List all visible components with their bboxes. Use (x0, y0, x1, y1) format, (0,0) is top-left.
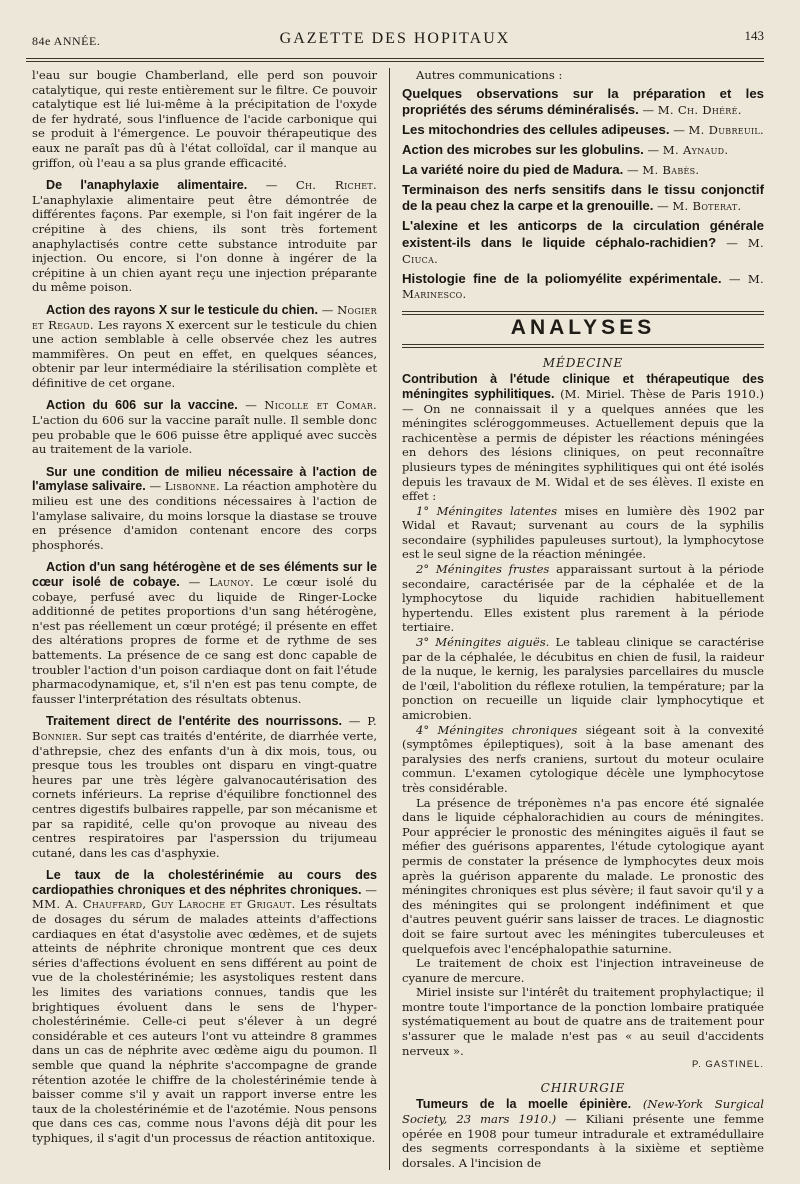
paragraph: Le traitement de choix est l'injection intraveineuse de cyanure de mercure. (402, 956, 764, 985)
article-author: Launoy. (209, 575, 254, 589)
article-cholesterinemie: Le taux de la cholestérinémie au cours des cardiopathies chroniques et des néphrites chroniques. — MM. A. Chauffard, Guy Laroche et Grigaut. Les résultats de dosages du sérum de malades atteints d'affections cardiaques en état d'asystolie avec œdèmes, et de sujets atteints de néphrite chronique montrent que ces deux séries d'affections évoluent en sens différent au point de vue de la cholestérinémie; les asystoliques restent dans les limites des variations connues, tandis que les brightiques évoluent dans le sens de l'hyper-cholestérinémie. Celle-ci peut s'élever à un degré considérable et ces auteurs l'ont vu atteindre 8 grammes dans un cas de néphrite avec œdème aigu du poumon. Il semble que quand la néphrite s'accompagne de grande rétention azotée le chiffre de la cholestérinémie tende à baisser comme s'il y avait un rapport inverse entre les taux de la cholestérinémie et de l'azotémie. Nous pensons que dans ces cas, comme nous l'avons déjà dit pour les typhiques, il s'agit d'un processus de réaction antitoxique. (32, 868, 377, 1145)
paragraph: l'eau sur bougie Chamberland, elle perd son pouvoir catalytique, qui reste entièrement sur le filtre. Ce pouvoir catalytique est lié lui-même à la précipitation de l'oxyde de fer hydraté, sous l'influence de l'acide carbonique qui se produit à l'émergence. Le pouvoir thérapeutique des eaux ne paraît pas dû à l'état colloïdal, car il manque au griffon, où l'eau a sa plus grande efficacité. (32, 68, 377, 170)
section-rule (402, 311, 764, 315)
analysis-body: — Kiliani présente une femme opérée en 1908 pour tumeur intradurale et extramédullaire des segments correspondants à la sixième et septième dorsales. A l'incision de (402, 1112, 765, 1170)
article-title: Action d'un sang hétérogène et de ses éléments sur le cœur isolé de cobaye. (32, 560, 377, 589)
article-title: Traitement direct de l'entérite des nourrissons. (46, 714, 342, 729)
article-body: Sur sept cas traités d'entérite, de diarrhée verte, d'athrepsie, chez des enfants d'un à dix mois, tous, ou presque tous les troubles ont disparu en vingt-quatre heures par une très légère galvanocautérisation des cornets inférieurs. La reprise d'équilibre fonctionnel des centres digestifs bulbaires rappelle, par son mécanisme et par sa rapidité, celle qu'on provoque au niveau des centres respiratoires par l'asperssion du trijumeau cutané, dans les cas d'asphyxie. (32, 728, 377, 860)
item-label: 1° Méningites latentes (416, 503, 558, 518)
article-author: Lisbonne. (164, 479, 221, 494)
communication-author: M. Boterat. (672, 199, 742, 214)
communication-title: Les mitochondries des cellules adipeuses. (402, 122, 670, 138)
item-label: 2° Méningites frustes (416, 562, 550, 577)
analysis-reference: (M. Miriel. Thèse de Paris 1910.) (560, 386, 764, 401)
communication-item: Terminaison des nerfs sensitifs dans le tissu conjonctif de la peau chez la carpe et la grenouille. — M. Boterat. (402, 181, 764, 214)
communication-item: Les mitochondries des cellules adipeuses. — M. Dubreuil. (402, 122, 765, 138)
paragraph: Miriel insiste sur l'intérêt du traitement prophylactique; il montre toute l'importance de la ponction lombaire pratiquée systématiquement au bout de quatre ans de traitement pour s'assurer que le malade n'est pas « au seuil d'accidents nerveux ». (402, 985, 764, 1058)
item-body: mises en lumière dès 1902 par Widal et Ravaut; survenant au cours de la syphilis secondaire (syphilides papuleuses surtout), la lymphocytose est le seul signe de la réaction méningée. (402, 503, 764, 562)
article-title: Le taux de la cholestérinémie au cours des cardiopathies chroniques et des néphrites chroniques. (32, 868, 377, 897)
article-title: De l'anaphylaxie alimentaire. (46, 178, 248, 193)
list-item (402, 723, 764, 796)
communications-list (402, 86, 764, 304)
signature: P. GASTINEL. (691, 1059, 764, 1071)
item-label: 4° Méningites chroniques (416, 722, 578, 737)
article-amylase: Sur une condition de milieu nécessaire à l'action de l'amylase salivaire. — Lisbonne. La réaction amphotère du milieu est une des conditions nécessaires à l'action de l'amylase salivaire, du moins lorsque la diastase se trouve en présence d'amidon contenant encore des corps phosphorés. (32, 464, 377, 552)
article-body: La réaction amphotère du milieu est une des conditions nécessaires à l'action de l'amylase salivaire, du moins lorsque la diastase se trouve en présence d'amidon contenant encore des corps phosphorés. (32, 479, 377, 552)
communication-author: M. Babès. (642, 162, 700, 177)
communication-title: Histologie fine de la poliomyélite expérimentale. (402, 270, 722, 286)
communication-author: M. Ciuca. (402, 235, 765, 266)
article-title: Action du 606 sur la vaccine. (46, 398, 238, 413)
communication-title: Terminaison des nerfs sensitifs dans le tissu conjonctif de la peau chez la carpe et la grenouille. (402, 181, 764, 214)
article-body: L'action du 606 sur la vaccine paraît nulle. Il semble donc peu probable que le 606 puisse être appliqué avec succès au traitement de la variole. (32, 413, 377, 457)
analysis-reference: (New-York Surgical Society, 23 mars 1910.) (402, 1097, 764, 1127)
right-column (389, 68, 764, 1170)
page-header (26, 28, 764, 50)
communication-author: M. Marinesco. (402, 271, 764, 302)
analysis-meningites (402, 372, 764, 503)
article-anaphylaxie: De l'anaphylaxie alimentaire. — Ch. Richet. L'anaphylaxie alimentaire peut être démontrée de différentes façons. Par exemple, si l'on fait ingérer de la crépitine à des chiens, ils sont très fortement anaphylactisés contre cette substance introduite par injection. Ou encore, si l'on donne à ingérer de la crépitine à un chien ayant reçu une injection préparante du même poison. (32, 178, 377, 295)
journal-title: GAZETTE DES HOPITAUX (279, 30, 511, 47)
article-body: Les résultats de dosages du sérum de malades atteints d'affections cardiaques en état d'asystolie avec œdèmes, et de sujets atteints de néphrite chronique montrent que ces deux séries d'affections évoluent en sens différent au point de vue de la cholestérinémie; les asystoliques restent dans les limites des variations connues, tandis que les brightiques évoluent dans le sens de l'hyper-cholestérinémie. Celle-ci peut s'élever à un degré considérable et ces auteurs l'ont vu atteindre 8 grammes dans un cas de néphrite avec œdème aigu du poumon. Il semble que quand la néphrite s'accompagne de grande rétention azotée le chiffre de la cholestérinémie tende à baisser comme s'il y avait un rapport inverse entre les taux de la cholestérinémie et de l'azotémie. Nous pensons que dans ces cas, comme nous l'avons déjà dit pour les typhiques, il s'agit d'un processus de réaction antitoxique. (32, 897, 377, 1145)
header-rule (26, 58, 764, 62)
analysis-title: Contribution à l'étude clinique et thérapeutique des méningites syphilitiques. (402, 372, 764, 401)
page-number: 143 (744, 28, 764, 43)
communication-title: L'alexine et les anticorps de la circulation générale existent-ils dans le liquide céphalo-rachidien? (402, 218, 764, 250)
article-606-vaccine: Action du 606 sur la vaccine. — Nicolle et Comar. L'action du 606 sur la vaccine paraît nulle. Il semble donc peu probable que le 606 puisse être appliqué avec succès au traitement de la variole. (32, 398, 378, 457)
analyses-heading: ANALYSES (510, 316, 656, 340)
left-column (26, 68, 389, 1170)
list-item (402, 635, 764, 723)
communication-item: Histologie fine de la poliomyélite expérimentale. — M. Marinesco. (402, 270, 764, 302)
article-title: Action des rayons X sur le testicule du chien. (46, 302, 318, 317)
communication-title: Action des microbes sur les globulins. (402, 141, 644, 157)
article-sang-heterogene: Action d'un sang hétérogène et de ses éléments sur le cœur isolé de cobaye. — Launoy. Le cœur isolé du cobaye, perfusé avec du liquide de Ringer-Locke additionné de petites proportions d'un sang hétérogène, n'est pas réellement un cœur protégé; il présente en effet des altérations propres de forme et de rythme de ses battements. La présence de ce sang est donc capable de troubler l'action d'un poison cardiaque dont on fait l'étude pharmacodynamique, et, s'il n'en est pas tenu compte, de fausser l'interprétation des résultats obtenus. (32, 560, 378, 706)
communication-title: La variété noire du pied de Madura. (402, 161, 624, 177)
communication-title: Quelques observations sur la préparation et les propriétés des sérums déminéralisés. (402, 85, 764, 118)
article-author: Ch. Richet. (295, 178, 377, 193)
article-body: Le cœur isolé du cobaye, perfusé avec du liquide de Ringer-Locke additionné de petites proportions d'un sang hétérogène, n'est pas réellement un cœur protégé; il présente en effet des altérations propres de forme et de rythme de ses battements. La présence de ce sang est donc capable de troubler l'action d'un poison cardiaque dont on fait l'étude pharmacodynamique, et, s'il n'en est pas tenu compte, de fausser l'interprétation des résultats obtenus. (32, 575, 378, 706)
section-chirurgie: CHIRURGIE (540, 1080, 626, 1095)
section-medecine: MÉDECINE (542, 355, 624, 370)
article-body: L'anaphylaxie alimentaire peut être démontrée de différentes façons. Par exemple, si l'on fait ingérer de la crépitine à des chiens, ils sont très fortement anaphylactisés contre cette substance introduite par injection. Ou encore, si l'on donne à ingérer de la crépitine à un chien ayant reçu une injection préparante du même poison. (32, 192, 377, 295)
communication-item: La variété noire du pied de Madura. — M. Babès. (402, 161, 700, 177)
analysis-body: — On ne connaissait il y a quelques années que les méningites scléroggommeuses. Actuellement depuis que la rachicentèse a permis de dépister les réactions méningées en dehors des lésions cliniques, on peut reconnaître plusieurs types de méningites syphilitiques qui ont été isolés depuis les travaux de M. Widal et de ses élèves. Il existe en effet : (402, 401, 764, 504)
article-enterite: Traitement direct de l'entérite des nourrissons. — P. Bonnier. Sur sept cas traités d'entérite, de diarrhée verte, d'athrepsie, chez des enfants d'un à dix mois, tous, ou presque tous les troubles ont disparu en vingt-quatre heures par une très légère galvanocautérisation des cornets inférieurs. La reprise d'équilibre fonctionnel des centres digestifs bulbaires rappelle, par son mécanisme et par sa rapidité, celle qu'on provoque au niveau des centres respiratoires par l'asperssion du trijumeau cutané, dans les cas d'asphyxie. (32, 714, 377, 860)
communication-author: M. Aynaud. (662, 142, 729, 157)
communication-author: M. Ch. Dhéré. (657, 103, 742, 118)
article-author: P. Bonnier. (32, 714, 377, 743)
article-author: Nicolle et Comar. (264, 398, 378, 413)
item-label: 3° Méningites aiguës. (416, 635, 550, 650)
list-item (402, 504, 764, 562)
issue-label: 84e ANNÉE. (32, 34, 101, 48)
communication-item: L'alexine et les anticorps de la circulation générale existent-ils dans le liquide céphalo-rachidien? — M. Ciuca. (402, 218, 765, 266)
article-author: Nogier et Regaud. (32, 302, 377, 332)
article-rayons-x: Action des rayons X sur le testicule du chien. — Nogier et Regaud. Les rayons X exercent sur le testicule du chien une action semblable à celle observée chez les autres mammifères. On peut en effet, en quelques séances, obtenir par leur intermédiaire la stérilisation complète et définitive de cet organe. (32, 302, 377, 390)
analysis-moelle (402, 1097, 764, 1170)
item-body: apparaissant surtout à la période secondaire, caractérisée par de la céphalée et de la lymphocytose du liquide rachidien habituellement hypertendu. Elles existent plus rarement à la période tertiaire. (402, 562, 765, 635)
section-rule (402, 344, 764, 348)
paragraph: La présence de tréponèmes n'a pas encore été signalée dans le liquide céphalorachidien au cours de méningites. Pour apprécier le pronostic des méningites aiguës il faut se méfier des guérisons apparentes, l'étude cytologique ayant permis de constater la présence de lymphocytes deux mois après la guérison apparente du malade. Le pronostic des méningites chroniques est plus sévère; il faut savoir qu'il y a des méningites qui se prolongent indéfiniment et que d'autres peuvent guérir sans laisser de traces. Le diagnostic doit se faire surtout avec les méningites tuberculeuses et quelquefois avec l'encéphalopathie saturnine. (402, 795, 764, 956)
article-author: MM. A. Chauffard, Guy Laroche et Grigaut. (32, 897, 296, 912)
item-body: Le tableau clinique se caractérise par de la céphalée, le décubitus en chien de fusil, la raideur de la nuque, le kernig, les paralysies parcellaires du muscle de l'œil, l'abolition du réflexe rotulien, la température; par la ponction on recueille un liquide clair lymphocytique et amicrobien. (402, 635, 764, 722)
article-title: Sur une condition de milieu nécessaire à l'action de l'amylase salivaire. (32, 464, 377, 494)
communication-item: Quelques observations sur la préparation et les propriétés des sérums déminéralisés. — M. Ch. Dhéré. (402, 85, 764, 118)
item-body: siégeant soit à la convexité (symptômes épileptiques), soit à la base amenant des paralysies des nerfs craniens, surtout du moteur oculaire commun. L'examen cytologique décèle une lymphocytose très considérable. (402, 722, 765, 795)
two-column-body (26, 68, 764, 1170)
communication-item: Action des microbes sur les globulins. — M. Aynaud. (402, 141, 729, 157)
list-item (402, 562, 764, 635)
communication-author: M. Dubreuil. (688, 123, 765, 138)
article-body: Les rayons X exercent sur le testicule du chien une action semblable à celle observée chez les autres mammifères. On peut en effet, en quelques séances, obtenir par leur intermédiaire la stérilisation complète et définitive de cet organe. (32, 317, 377, 390)
analysis-title: Tumeurs de la moelle épinière. (416, 1097, 632, 1112)
communications-intro: Autres communications : (416, 68, 563, 82)
